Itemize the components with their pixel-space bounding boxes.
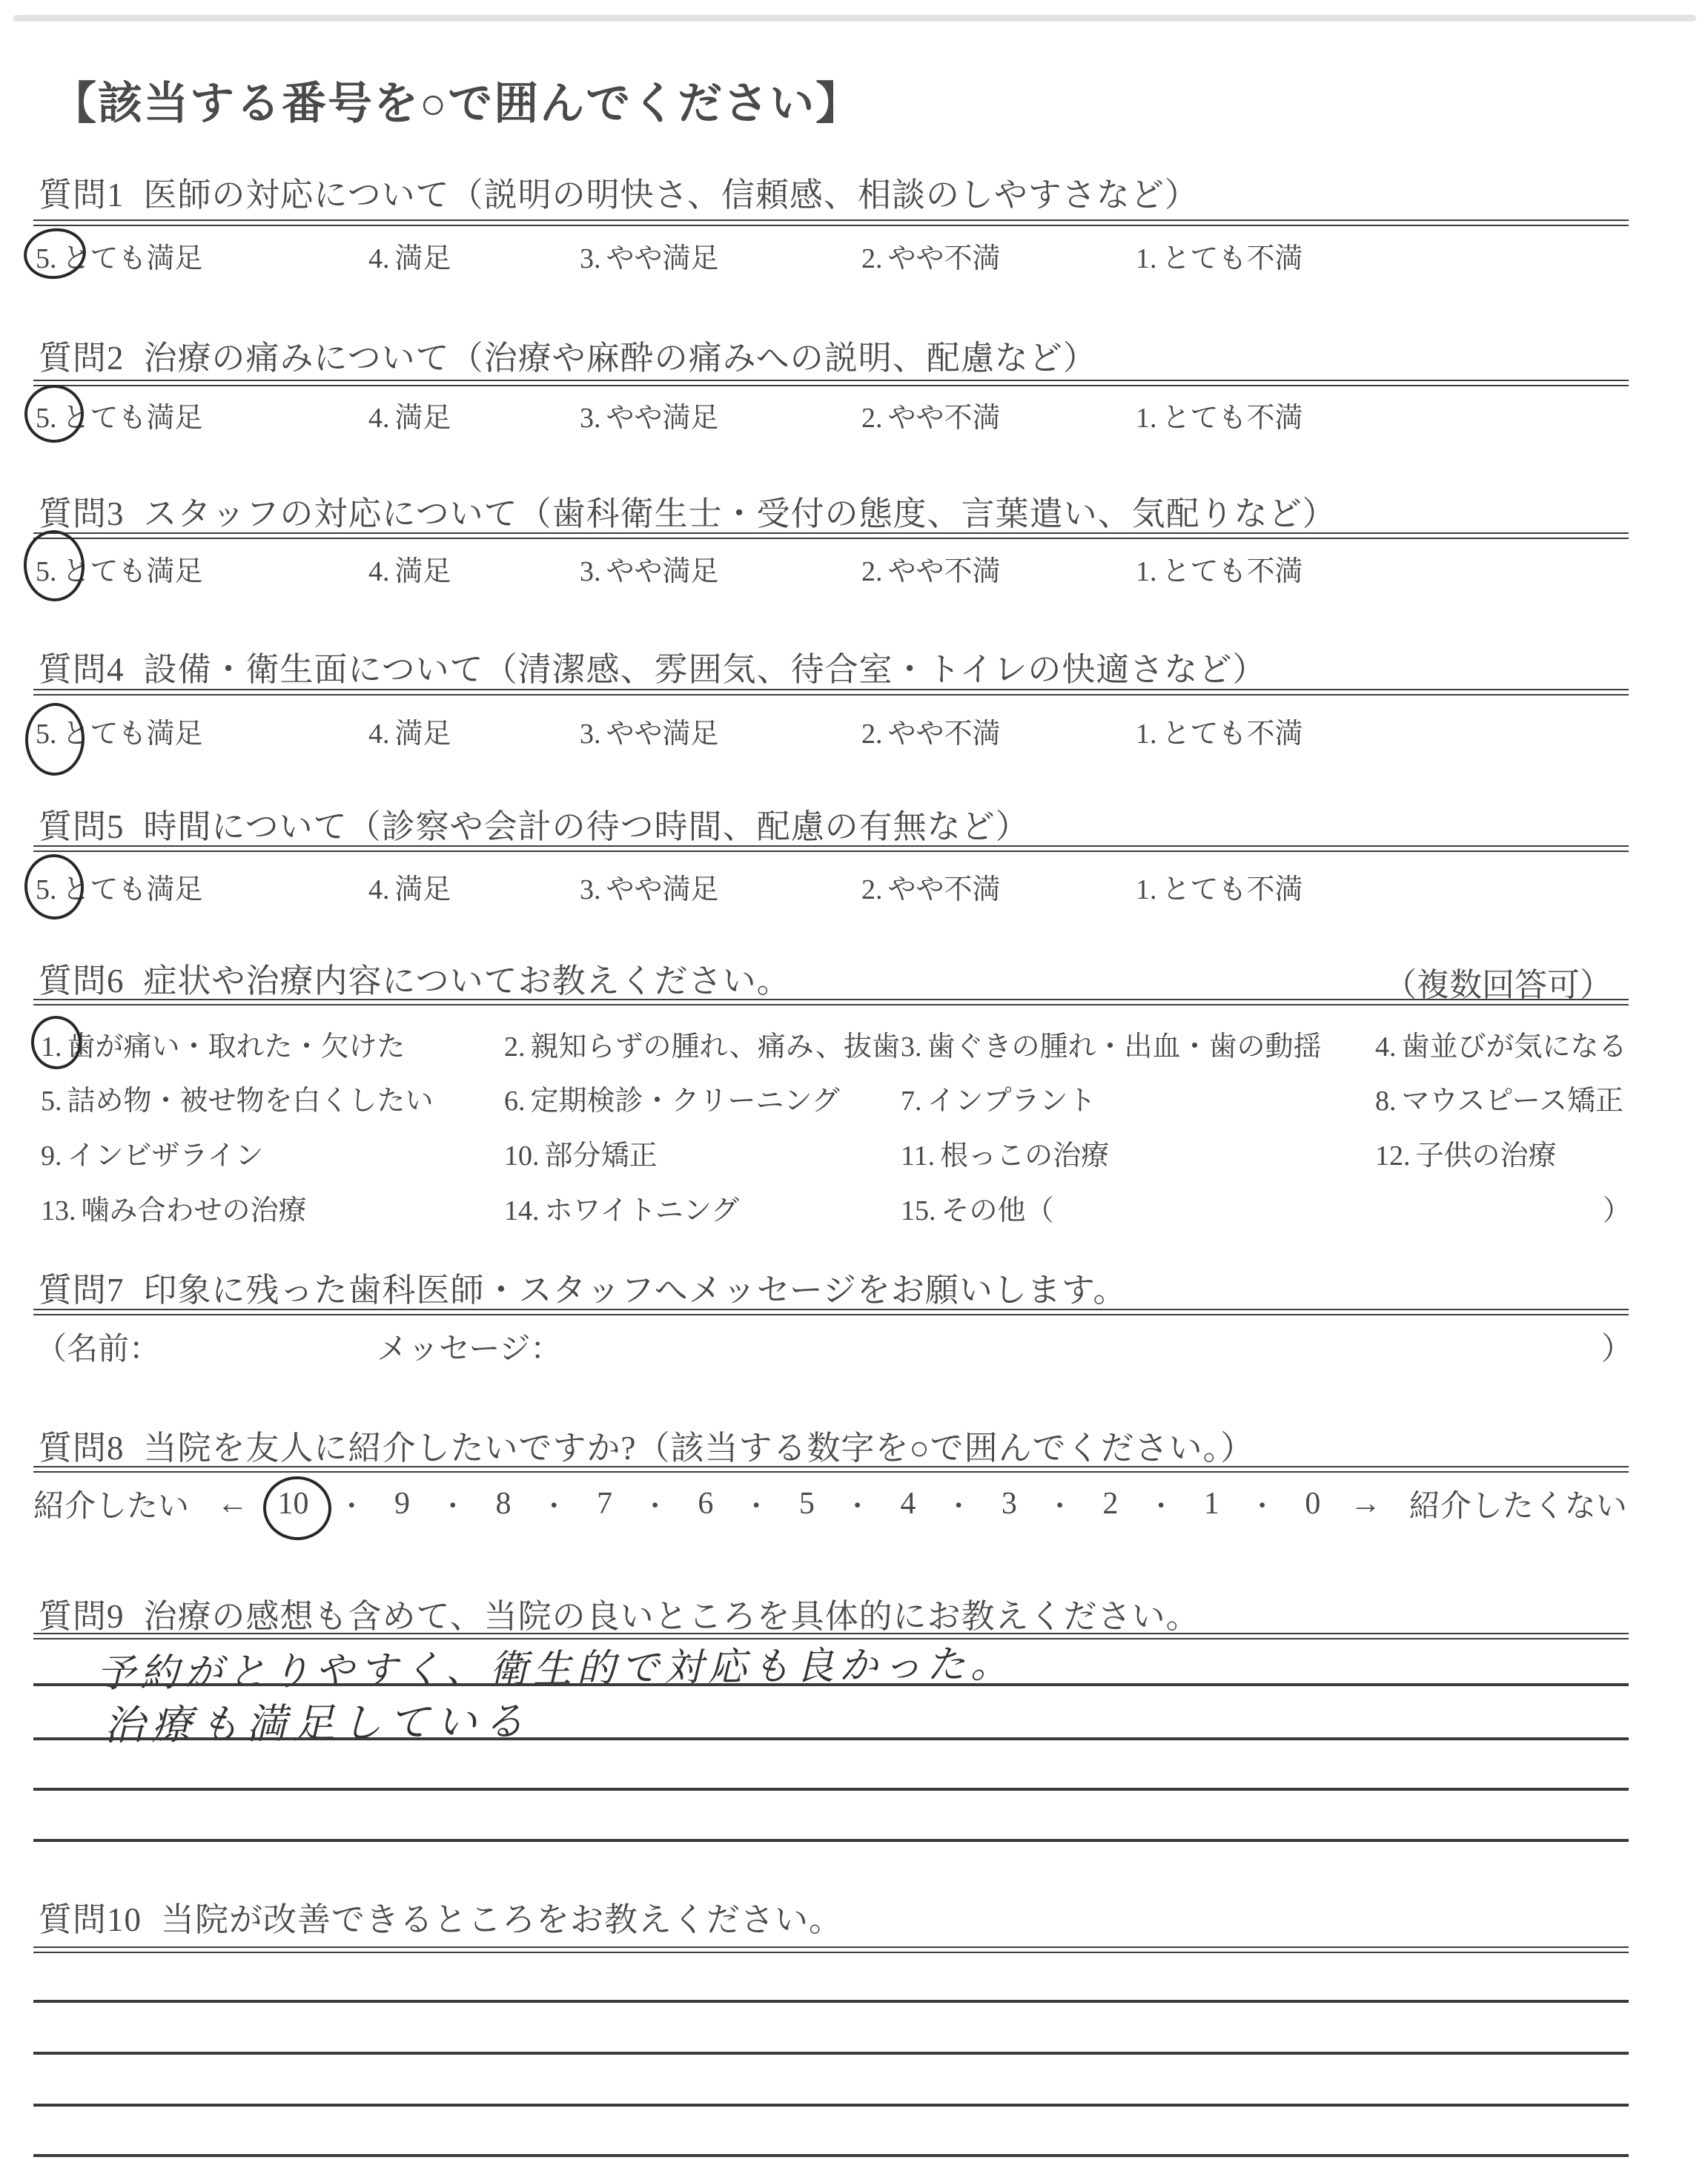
option-number: 5.: [36, 403, 57, 434]
referral-score-0: 0: [1305, 1487, 1321, 1521]
referral-score-6: 6: [698, 1487, 714, 1521]
question2-option-1: [1136, 394, 1303, 435]
scale-separator-dot: ・: [1248, 1490, 1276, 1521]
symptom-option-10: [504, 1132, 658, 1173]
question8-topic: 当院を友人に紹介したいですか?（該当する数字を○で囲んでください。）: [143, 1430, 1255, 1467]
question1-title: [39, 168, 1199, 216]
question4-option-1: [1136, 710, 1303, 751]
option-number: 4.: [368, 874, 390, 905]
question3-divider: [33, 532, 1629, 539]
message-field-label: メッセージ：: [377, 1332, 562, 1367]
writing-line: [33, 1839, 1629, 1842]
option-number: 2.: [861, 556, 883, 587]
question6-number: 質問6: [39, 962, 125, 1000]
question3-topic: スタッフの対応について（歯科衛生士・受付の態度、言葉遣い、気配りなど）: [143, 495, 1337, 532]
left-arrow-icon: ←: [216, 1487, 248, 1521]
referral-right-label: 紹介したくない: [1409, 1490, 1627, 1524]
option-label: やや満足: [606, 556, 719, 587]
symptom-option-4: [1375, 1023, 1627, 1064]
option-label: その他（: [941, 1195, 1054, 1226]
question4-option-5: [36, 710, 203, 751]
referral-scale-row: [33, 1482, 1627, 1526]
symptom-option-14: [504, 1187, 739, 1228]
option-label: 子供の治療: [1415, 1140, 1557, 1172]
option-number: 6.: [504, 1086, 526, 1117]
question10-divider: [33, 1946, 1629, 1953]
option-number: 3.: [580, 403, 601, 434]
option-number: 1.: [1136, 556, 1157, 587]
question2-option-2: [861, 394, 1001, 435]
scale-separator-dot: ・: [641, 1490, 669, 1521]
option-number: 3.: [580, 874, 601, 905]
writing-line: [33, 1737, 1629, 1740]
option-number: 14.: [504, 1195, 540, 1226]
referral-score-7: 7: [596, 1487, 612, 1521]
option-label: 部分矯正: [544, 1140, 658, 1172]
option-label: やや不満: [887, 556, 1001, 587]
question4-topic: 設備・衛生面について（清潔感、雰囲気、待合室・トイレの快適さなど）: [143, 651, 1267, 688]
question3-title: [39, 486, 1337, 535]
option-number: 2.: [861, 403, 883, 434]
question5-number: 質問5: [39, 808, 125, 845]
form-heading: 【該当する番号を○で囲んでください】: [52, 79, 862, 128]
option-number: 11.: [901, 1140, 936, 1172]
option-number: 3.: [580, 719, 601, 750]
referral-score-2: 2: [1102, 1487, 1119, 1521]
option-number: 4.: [368, 243, 390, 274]
referral-left-label: 紹介したい: [33, 1490, 190, 1524]
question8-divider: [33, 1466, 1629, 1473]
symptom-option-8: [1375, 1077, 1623, 1118]
question2-option-4: [368, 394, 451, 435]
symptom-option-7: [901, 1077, 1096, 1118]
symptom-option-6: [504, 1077, 840, 1118]
option-label: やや満足: [606, 243, 719, 274]
question3-option-4: [368, 548, 451, 589]
other-option-closing-paren: ）: [1603, 1195, 1632, 1226]
option-label: 詰め物・被せ物を白くしたい: [67, 1086, 434, 1117]
scale-separator-dot: ・: [439, 1490, 466, 1521]
writing-line: [33, 2000, 1629, 2003]
question9-number: 質問9: [39, 1598, 125, 1635]
question7-topic: 印象に残った歯科医師・スタッフへメッセージをお願いします。: [143, 1272, 1128, 1309]
option-label: とても満足: [62, 243, 203, 274]
symptom-option-9: [41, 1132, 263, 1173]
question4-title: [39, 642, 1266, 690]
symptom-option-13: [41, 1187, 307, 1228]
option-label: とても不満: [1162, 556, 1303, 587]
question7-title: [39, 1263, 1127, 1311]
option-label: とても満足: [62, 403, 203, 434]
writing-line: [33, 1788, 1629, 1791]
question3-option-3: [580, 548, 719, 589]
option-label: 歯ぐきの腫れ・出血・歯の動揺: [927, 1031, 1322, 1063]
option-number: 7.: [901, 1086, 922, 1117]
scale-separator-dot: ・: [945, 1490, 973, 1521]
referral-score-9: 9: [394, 1487, 410, 1521]
option-label: 満足: [394, 243, 451, 274]
option-number: 4.: [368, 556, 390, 587]
scale-separator-dot: ・: [540, 1490, 568, 1521]
option-number: 1.: [1136, 243, 1157, 274]
option-number: 5.: [36, 556, 57, 587]
option-label: とても満足: [62, 556, 203, 587]
option-label: とても満足: [62, 874, 203, 905]
option-label: やや満足: [606, 719, 719, 750]
question1-option-4: [368, 235, 451, 276]
option-number: 1.: [1136, 719, 1157, 750]
question1-topic: 医師の対応について（説明の明快さ、信頼感、相談のしやすさなど）: [143, 176, 1199, 214]
scale-separator-dot: ・: [1046, 1490, 1073, 1521]
option-number: 4.: [1375, 1031, 1397, 1063]
question5-topic: 時間について（診察や会計の待つ時間、配慮の有無など）: [143, 808, 1030, 845]
question6-title: [39, 954, 791, 1002]
question10-number: 質問10: [39, 1901, 142, 1938]
symptom-option-3: [901, 1023, 1322, 1064]
option-label: やや満足: [606, 874, 719, 905]
referral-score-8: 8: [495, 1487, 512, 1521]
question9-title: [39, 1589, 1200, 1637]
referral-score-1: 1: [1203, 1487, 1219, 1521]
option-number: 5.: [36, 243, 57, 274]
name-field-label: （名前：: [36, 1332, 161, 1367]
question2-divider: [33, 380, 1629, 386]
handwritten-answer-line2: 治療も満足している: [103, 1698, 532, 1749]
option-number: 2.: [861, 243, 883, 274]
question5-option-5: [36, 866, 203, 907]
option-number: 10.: [504, 1140, 540, 1172]
question5-option-4: [368, 866, 451, 907]
question6-topic: 症状や治療内容についてお教えください。: [143, 962, 791, 1000]
question3-option-2: [861, 548, 1001, 589]
option-label: インプラント: [927, 1086, 1096, 1117]
option-label: やや不満: [887, 719, 1001, 750]
option-label: やや不満: [887, 243, 1001, 274]
question8-title: [39, 1421, 1254, 1469]
question5-title: [39, 799, 1030, 848]
option-label: 満足: [394, 719, 451, 750]
option-number: 3.: [580, 556, 601, 587]
question1-divider: [33, 219, 1629, 226]
scale-separator-dot: ・: [1148, 1490, 1175, 1521]
option-label: 満足: [394, 556, 451, 587]
referral-score-5: 5: [798, 1487, 815, 1521]
scan-artifact-line: [13, 15, 1696, 22]
question7-number: 質問7: [39, 1272, 125, 1309]
option-number: 2.: [861, 874, 883, 905]
option-label: 歯並びが気になる: [1401, 1031, 1627, 1063]
option-number: 2.: [504, 1031, 526, 1063]
option-label: 噛み合わせの治療: [81, 1195, 307, 1226]
option-number: 3.: [580, 243, 601, 274]
option-label: やや不満: [887, 874, 1001, 905]
scale-separator-dot: ・: [844, 1490, 871, 1521]
question1-option-5: [36, 235, 203, 276]
writing-line: [33, 2104, 1629, 2107]
question10-title: [39, 1892, 843, 1941]
option-label: 満足: [394, 403, 451, 434]
option-number: 12.: [1375, 1140, 1411, 1172]
right-arrow-icon: →: [1350, 1487, 1382, 1521]
question7-closing-paren: ）: [1601, 1332, 1633, 1367]
option-label: とても不満: [1162, 403, 1303, 434]
option-number: 15.: [901, 1195, 936, 1226]
writing-line: [33, 1683, 1629, 1686]
option-number: 2.: [861, 719, 883, 750]
question10-topic: 当院が改善できるところをお教えください。: [161, 1901, 844, 1938]
question4-option-3: [580, 710, 719, 751]
option-number: 13.: [41, 1195, 76, 1226]
option-number: 3.: [901, 1031, 922, 1063]
option-label: ホワイトニング: [544, 1195, 740, 1226]
hand-drawn-circle: [262, 1475, 333, 1542]
question2-option-3: [580, 394, 719, 435]
option-number: 5.: [36, 874, 57, 905]
handwritten-answer-line1: 予約がとりやすく、衛生的で対応も良かった。: [96, 1643, 1015, 1696]
option-number: 4.: [368, 403, 390, 434]
question7-divider: [33, 1309, 1629, 1315]
option-number: 1.: [1136, 874, 1157, 905]
question3-option-1: [1136, 548, 1303, 589]
option-number: 5.: [41, 1086, 62, 1117]
symptom-option-12: [1375, 1132, 1557, 1173]
option-number: 4.: [368, 719, 390, 750]
question4-divider: [33, 689, 1629, 696]
question1-number: 質問1: [39, 176, 125, 214]
symptom-option-15: [901, 1187, 1054, 1228]
option-number: 8.: [1375, 1086, 1397, 1117]
option-label: 歯が痛い・取れた・欠けた: [67, 1031, 406, 1063]
question9-topic: 治療の感想も含めて、当院の良いところを具体的にお教えください。: [143, 1598, 1200, 1635]
symptom-option-1: [41, 1023, 406, 1064]
referral-score-4: 4: [900, 1487, 916, 1521]
scale-separator-dot: ・: [743, 1490, 770, 1521]
option-label: とても不満: [1162, 719, 1303, 750]
option-number: 1.: [41, 1031, 62, 1063]
question2-title: [39, 331, 1097, 379]
writing-line: [33, 2154, 1629, 2157]
question7-answer-row: [0, 1324, 1708, 1367]
question2-option-5: [36, 394, 203, 435]
question6-divider: [33, 999, 1629, 1005]
option-label: とても満足: [62, 719, 203, 750]
question1-option-1: [1136, 235, 1303, 276]
option-label: とても不満: [1162, 243, 1303, 274]
question2-topic: 治療の痛みについて（治療や麻酔の痛みへの説明、配慮など）: [143, 340, 1097, 377]
option-label: インビザライン: [67, 1140, 264, 1172]
option-label: やや満足: [606, 403, 719, 434]
option-label: 根っこの治療: [940, 1140, 1110, 1172]
question8-number: 質問8: [39, 1430, 125, 1467]
scale-separator-dot: ・: [338, 1490, 365, 1521]
question1-option-2: [861, 235, 1001, 276]
question3-option-5: [36, 548, 203, 589]
symptom-option-11: [901, 1132, 1109, 1173]
option-number: 5.: [36, 719, 57, 750]
option-label: 親知らずの腫れ、痛み、抜歯: [530, 1031, 901, 1063]
symptom-option-2: [504, 1023, 900, 1064]
question4-option-4: [368, 710, 451, 751]
symptom-option-5: [41, 1077, 434, 1118]
option-label: やや不満: [887, 403, 1001, 434]
option-number: 1.: [1136, 403, 1157, 434]
option-label: 定期検診・クリーニング: [530, 1086, 840, 1117]
question3-number: 質問3: [39, 495, 125, 532]
writing-line: [33, 2052, 1629, 2055]
option-label: マウスピース矯正: [1401, 1086, 1623, 1117]
multiple-answers-note: （複数回答可）: [1384, 967, 1612, 1003]
question4-option-2: [861, 710, 1001, 751]
question5-divider: [33, 845, 1629, 852]
question2-number: 質問2: [39, 340, 125, 377]
question4-number: 質問4: [39, 651, 125, 688]
option-number: 9.: [41, 1140, 62, 1172]
question5-option-2: [861, 866, 1001, 907]
question5-option-1: [1136, 866, 1303, 907]
option-label: 満足: [394, 874, 451, 905]
option-label: とても不満: [1162, 874, 1303, 905]
referral-score-3: 3: [1001, 1487, 1017, 1521]
question5-option-3: [580, 866, 719, 907]
referral-score-10: 10: [276, 1486, 310, 1522]
question1-option-3: [580, 235, 719, 276]
